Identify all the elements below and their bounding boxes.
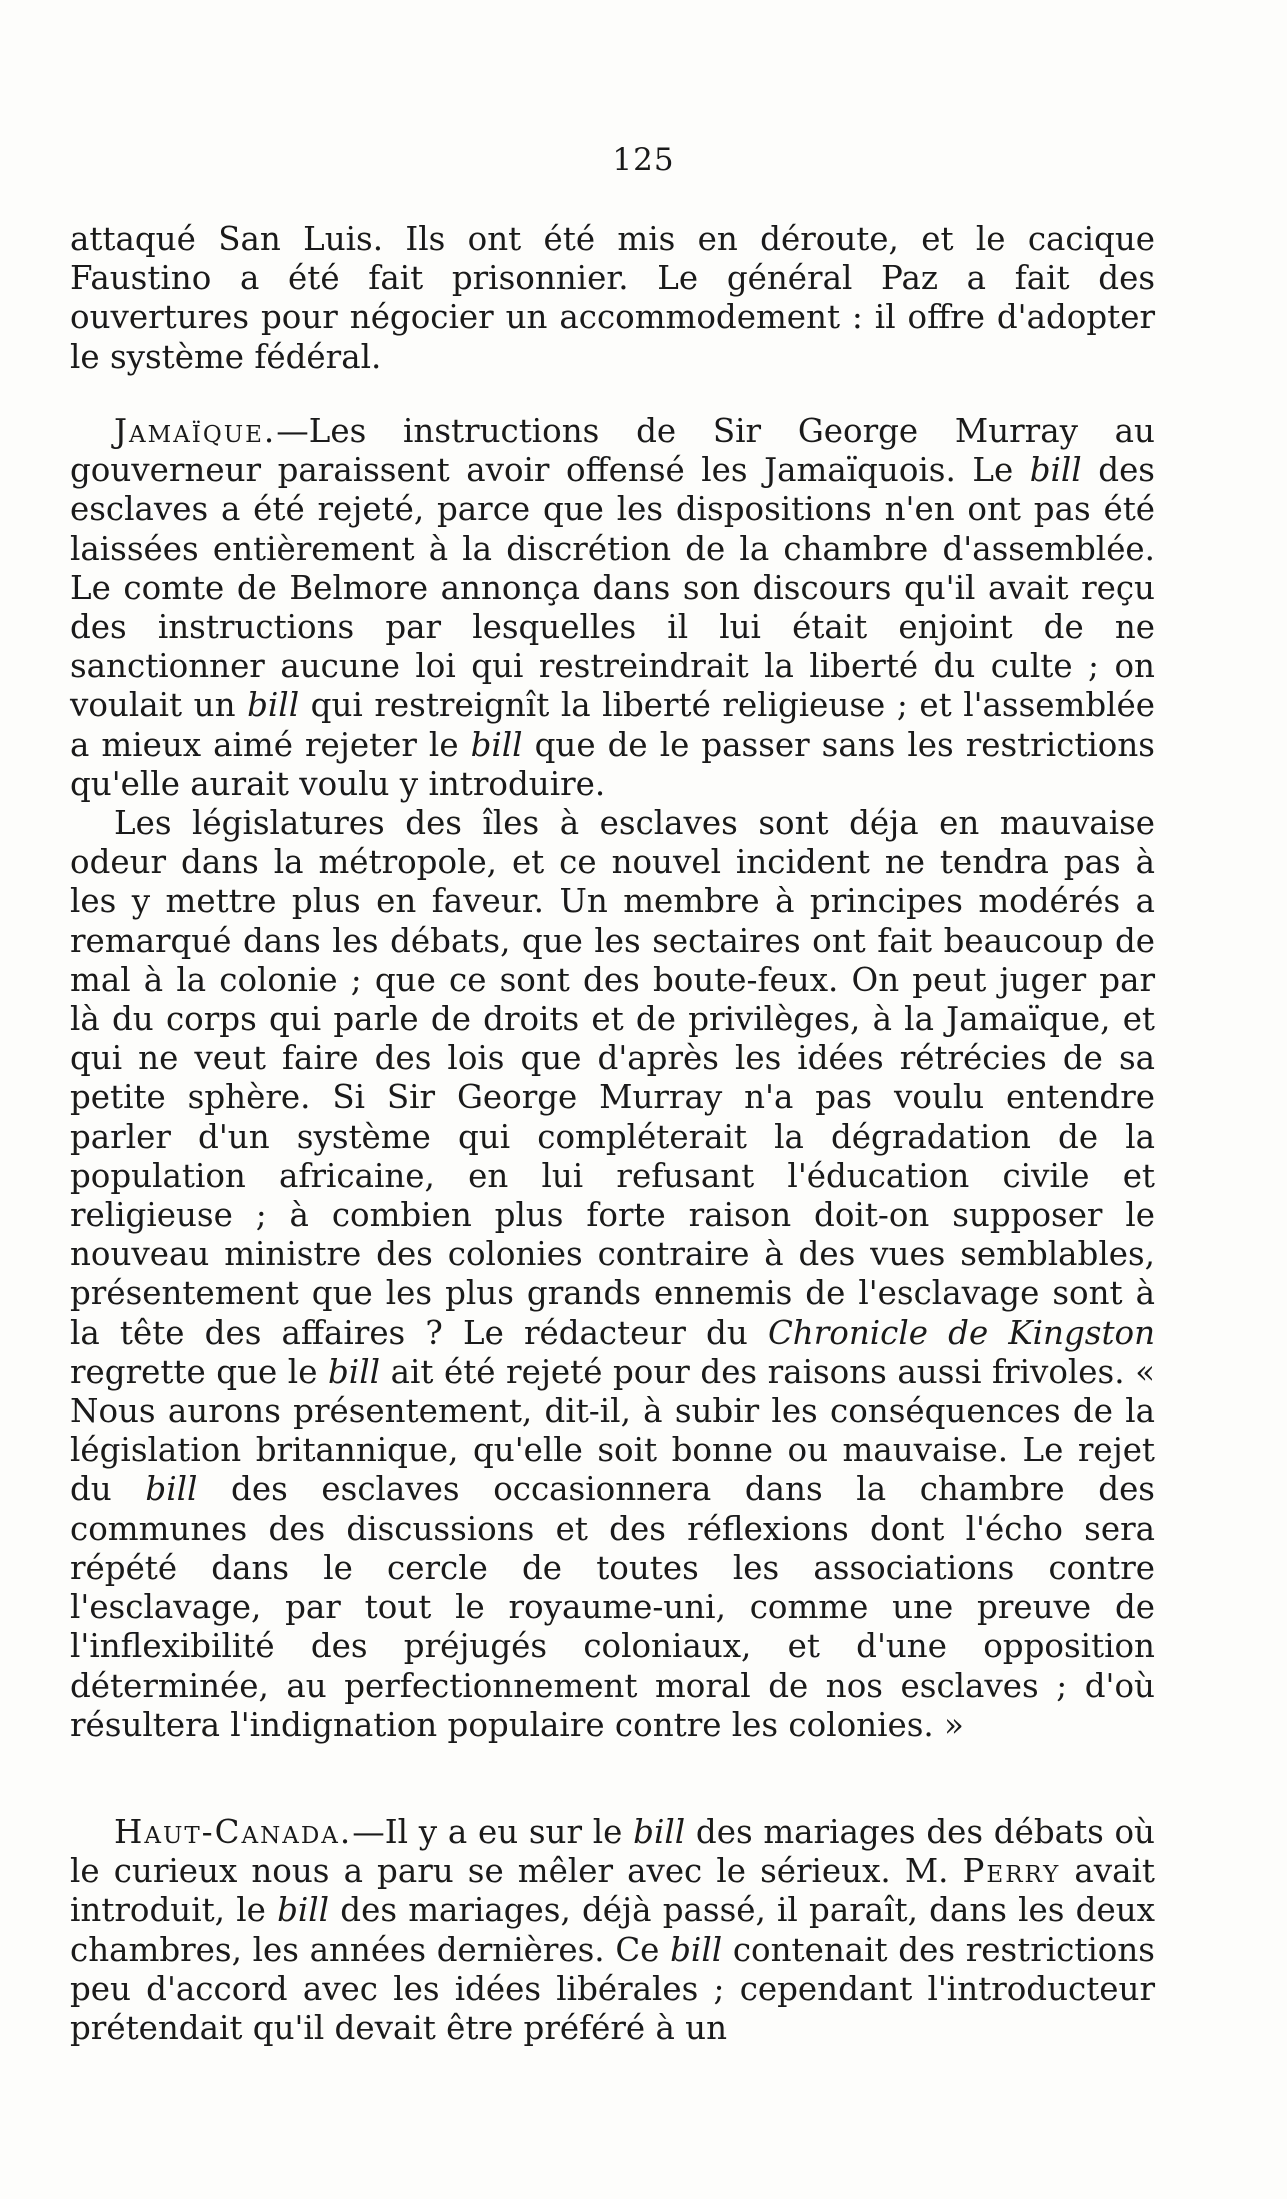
canada-heading: Haut-Canada. (114, 1813, 353, 1851)
jamaica-p2-text-b: regrette que le (70, 1352, 328, 1391)
jamaica-p1-text-c: qui restreignît la liberté religieuse ; et l'assemblée a mieux aimé rejeter le (70, 686, 1156, 764)
jamaica-p1-text-a: —Les instructions de Sir George Murray au gouverneur paraissent avoir offensé les Jamaïquois. Le (70, 412, 1155, 490)
canada-paragraph (70, 1813, 1155, 2048)
bill-italic: bill (145, 1470, 198, 1509)
intro-paragraph-block (70, 220, 1155, 377)
jamaica-paragraph-1 (70, 412, 1155, 804)
bill-italic: bill (470, 725, 523, 764)
bill-italic: bill (633, 1813, 686, 1851)
perry-name: Perry (962, 1852, 1061, 1891)
canada-text-a: —Il y a eu sur le (352, 1813, 634, 1851)
chronicle-title-italic: Chronicle de Kingston (767, 1313, 1155, 1352)
bill-italic: bill (1029, 451, 1082, 490)
page-number: 125 (612, 142, 675, 178)
bill-italic: bill (277, 1891, 330, 1930)
canada-text-b: des mariages des débats où le curieux nous a paru se mêler avec le sérieux. M. (70, 1813, 1155, 1891)
jamaica-heading: Jamaïque. (114, 412, 277, 450)
canada-section (70, 1813, 1155, 2048)
canada-text-d: des mariages, déjà passé, il paraît, dans les deux chambres, les années dernières. Ce (70, 1891, 1155, 1969)
jamaica-p2-text-d: des esclaves occasionnera dans la chambre des communes des discussions et des réflexions dont l'écho sera répété dans le cercle de toutes les associations contre l'esclavage, par tout le royaume-uni, comme une preuve de l'inflexibilité des préjugés coloniaux, et d'une opposition déterminée, au perfectionnement moral de nos esclaves ; d'où résultera l'indignation populaire contre les colonies. » (70, 1470, 1155, 1744)
canada-text-c: avait introduit, le (70, 1852, 1155, 1930)
jamaica-section (70, 412, 1155, 1745)
bill-italic: bill (670, 1930, 723, 1969)
jamaica-p1-text-d: que de le passer sans les restrictions qu'elle aurait voulu y introduire. (70, 725, 1155, 803)
bill-italic: bill (247, 686, 300, 725)
jamaica-p2-text-c: ait été rejeté pour des raisons aussi frivoles. « Nous aurons présentement, dit-il, à subir les conséquences de la législation britannique, qu'elle soit bonne ou mauvaise. Le rejet du (70, 1352, 1155, 1509)
canada-text-e: contenait des restrictions peu d'accord avec les idées libérales ; cependant l'introducteur prétendait qu'il devait être préféré à un (70, 1930, 1155, 2048)
jamaica-p2-text-a: Les législatures des îles à esclaves sont déja en mauvaise odeur dans la métropole, et ce nouvel incident ne tendra pas à les y mettre plus en faveur. Un membre à principes modérés a remarqué dans les débats, que les sectaires ont fait beaucoup de mal à la colonie ; que ce sont des boute-feux. On peut juger par là du corps qui parle de droits et de privilèges, à la Jamaïque, et qui ne veut faire des lois que d'après les idées rétrécies de sa petite sphère. Si Sir George Murray n'a pas voulu entendre parler d'un système qui compléterait la dégradation de la population africaine, en lui refusant l'éducation civile et religieuse ; à combien plus forte raison doit-on supposer le nouveau ministre des colonies contraire à des vues semblables, présentement que les plus grands ennemis de l'esclavage sont à la tête des affaires ? Le rédacteur du (70, 804, 1155, 1352)
jamaica-paragraph-2 (70, 804, 1155, 1745)
intro-paragraph: attaqué San Luis. Ils ont été mis en déroute, et le cacique Faustino a été fait prisonnier. Le général Paz a fait des ouvertures pour négocier un accommodement : il offre d'adopter le système fédéral. (70, 220, 1155, 376)
bill-italic: bill (328, 1352, 380, 1391)
jamaica-p1-text-b: des esclaves a été rejeté, parce que les dispositions n'en ont pas été laissées entièrement à la discrétion de la chambre d'assemblée. Le comte de Belmore annonça dans son discours qu'il avait reçu des instructions par lesquelles il lui était enjoint de ne sanctionner aucune loi qui restreindrait la liberté du culte ; on voulait un (70, 451, 1155, 725)
